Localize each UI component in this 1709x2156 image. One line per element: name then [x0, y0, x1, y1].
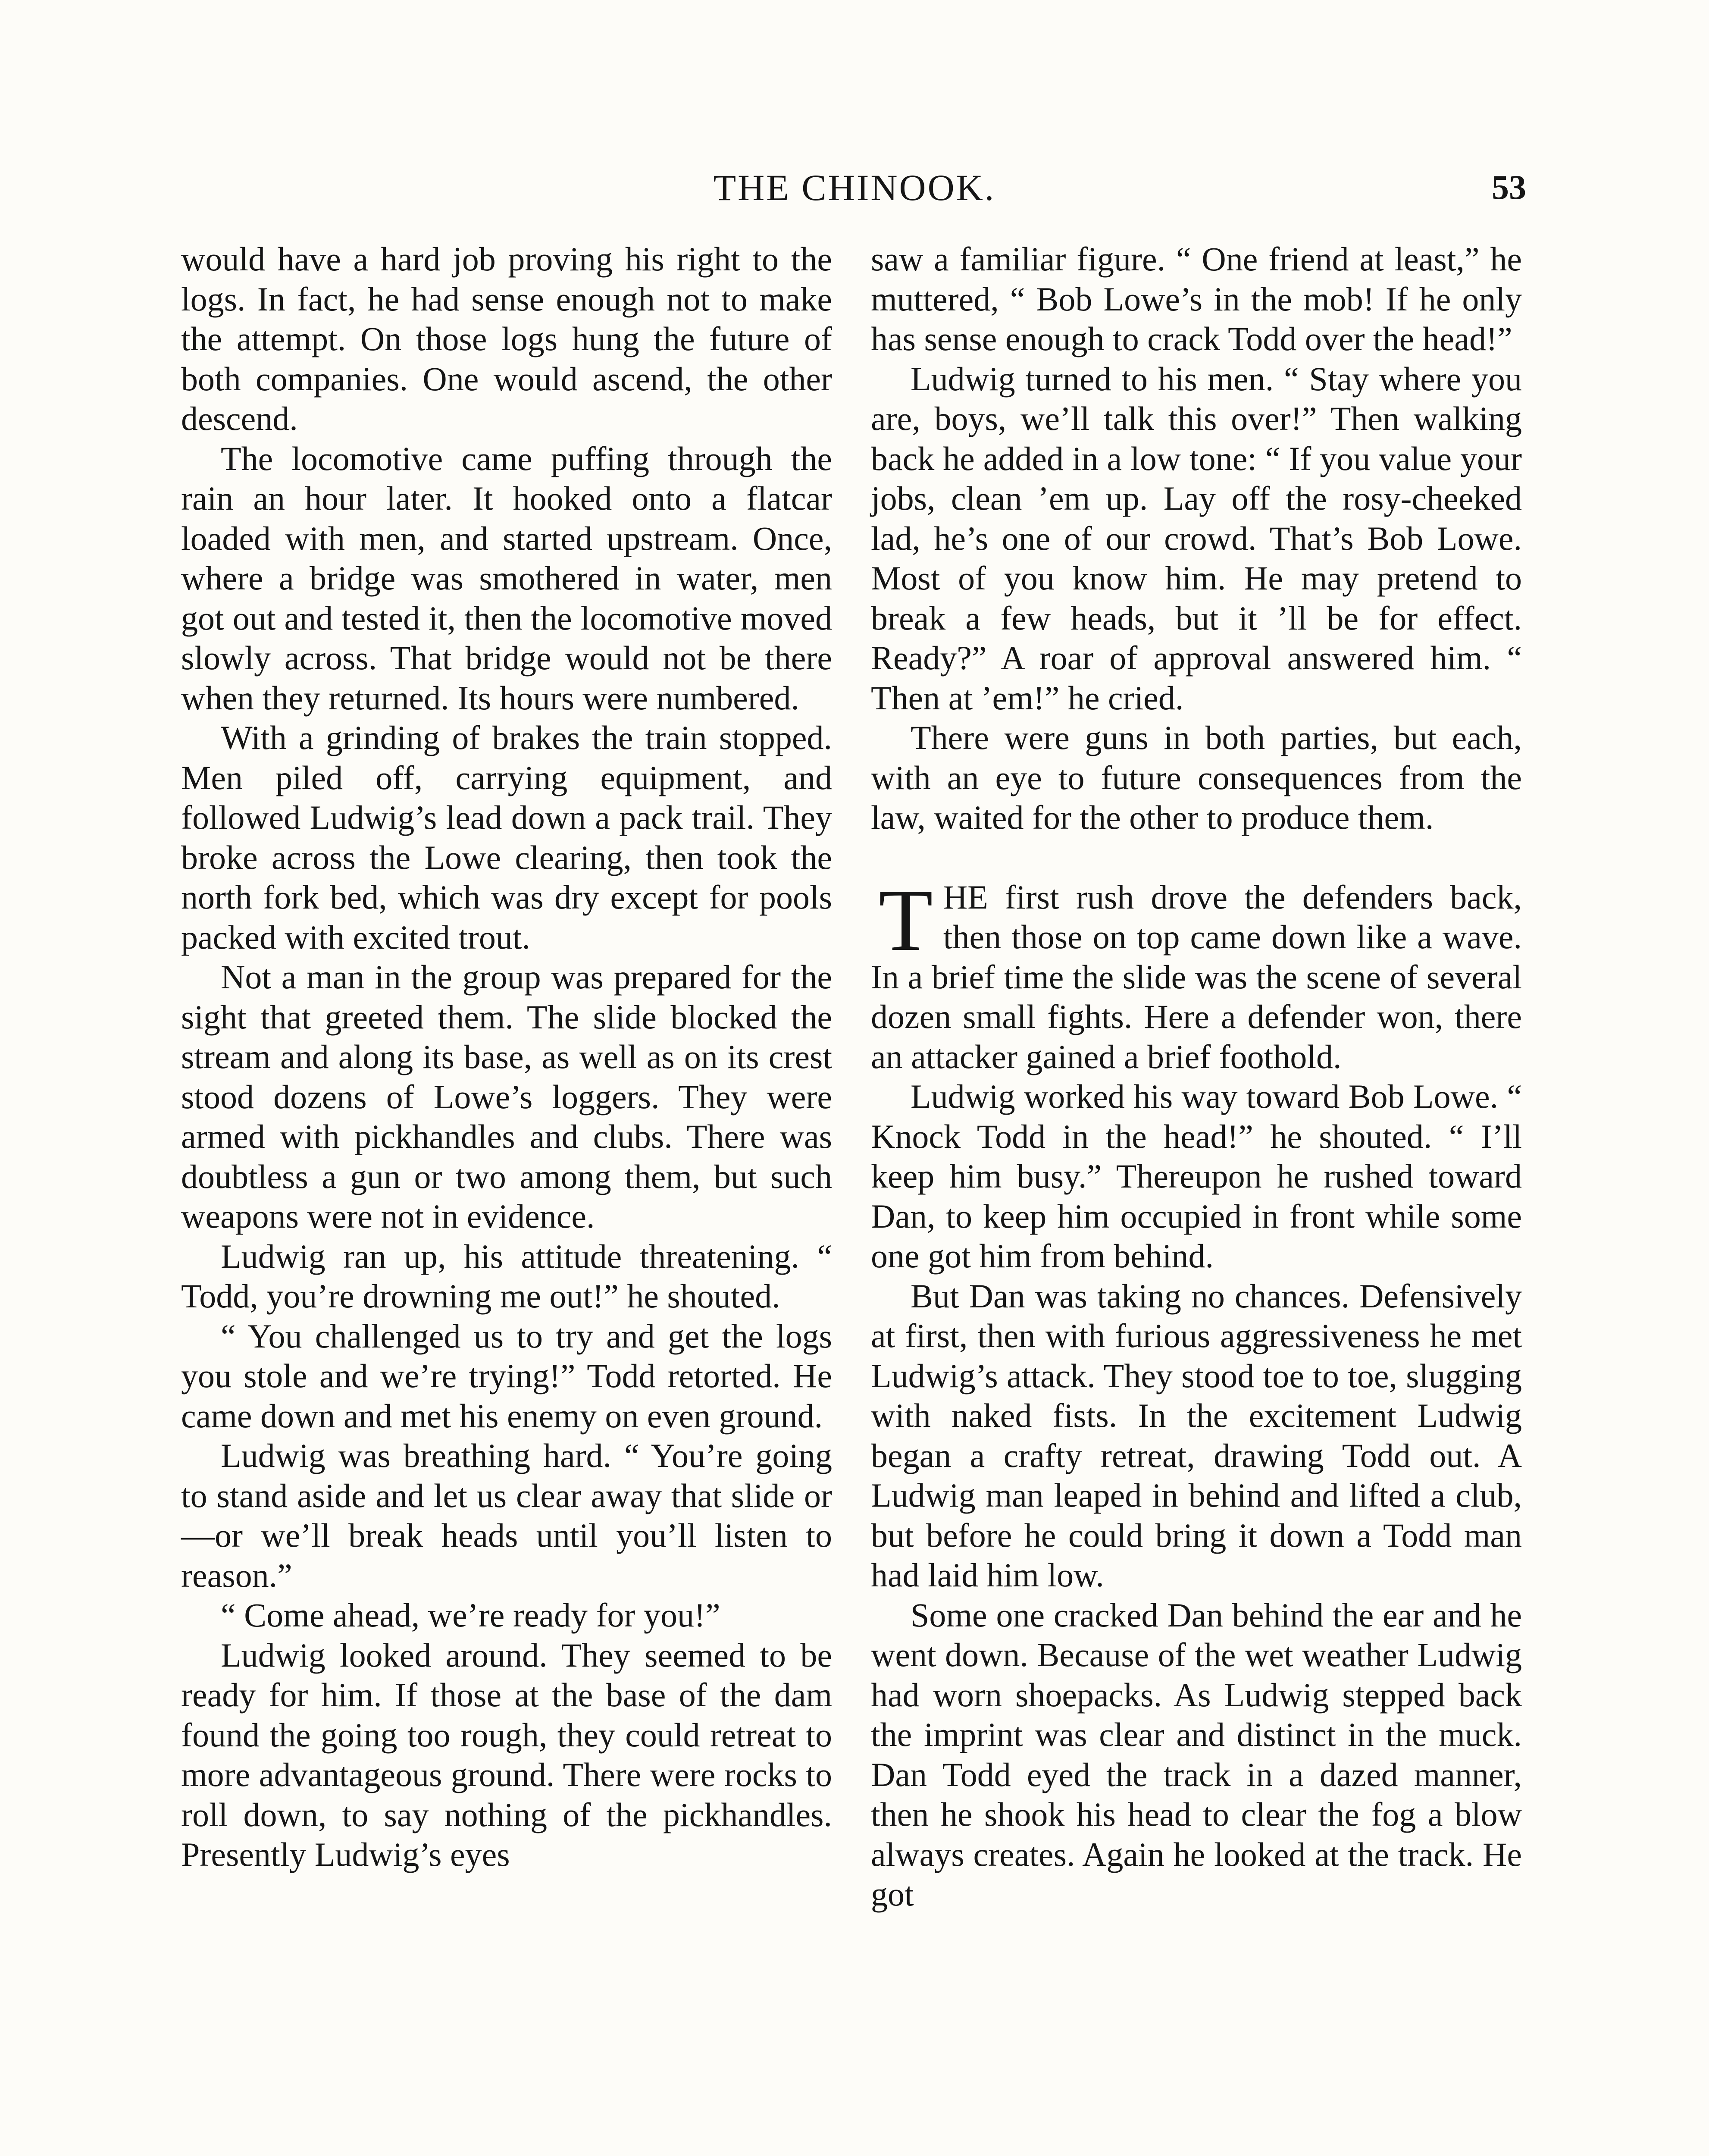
paragraph: With a grinding of brakes the train stopped. Men piled off, carrying equipment, and followed Ludwig’s lead down a pack trail. They broke across the Lowe clearing, then took the north fork bed, which was dry except for pools packed with excited trout.	[181, 719, 832, 956]
running-head	[0, 164, 1709, 211]
paragraph: Ludwig was breathing hard. “ You’re going to stand aside and let us clear away that slide or—or we’ll break heads until you’ll listen to reason.”	[181, 1437, 832, 1594]
paragraph: But Dan was taking no chances. Defensively at first, then with furious aggressiveness he met Ludwig’s attack. They stood toe to toe, slugging with naked fists. In the excitement Ludwig began a crafty retreat, drawing Todd out. A Ludwig man leaped in behind and lifted a club, but before he could bring it down a Todd man had laid him low.	[871, 1277, 1522, 1594]
section-opening-paragraph	[871, 870, 1522, 1077]
paragraph: saw a familiar figure. “ One friend at least,” he muttered, “ Bob Lowe’s in the mob! If he only has sense enough to crack Todd over the head!”	[871, 240, 1522, 357]
right-column	[871, 239, 1522, 1915]
paragraph: Not a man in the group was prepared for the sight that greeted them. The slide blocked the stream and along its base, as well as on its crest stood dozens of Lowe’s loggers. They were armed with pickhandles and clubs. There was doubtless a gun or two among them, but such weapons were not in evidence.	[181, 958, 832, 1235]
paragraph: Ludwig worked his way toward Bob Lowe. “ Knock Todd in the head!” he shouted. “ I’ll keep him busy.” Thereupon he rushed toward Dan, to keep him occupied in front while some one got him from behind.	[871, 1078, 1522, 1275]
paragraph: would have a hard job proving his right to the logs. In fact, he had sense enough not to make the attempt. On those logs hung the future of both companies. One would ascend, the other descend.	[181, 240, 832, 437]
paragraph: Ludwig looked around. They seemed to be ready for him. If those at the base of the dam found the going too rough, they could retreat to more advantageous ground. There were rocks to roll down, to say nothing of the pickhandles. Presently Ludwig’s eyes	[181, 1636, 832, 1873]
paragraph: Ludwig ran up, his attitude threatening. “ Todd, you’re drowning me out!” he shouted.	[181, 1237, 832, 1315]
paragraph: The locomotive came puffing through the rain an hour later. It hooked onto a flatcar loaded with men, and started upstream. Once, where a bridge was smothered in water, men got out and tested it, then the locomotive moved slowly across. That bridge would not be there when they returned. Its hours were numbered.	[181, 439, 832, 717]
paragraph: “ You challenged us to try and get the logs you stole and we’re trying!” Todd retorted. He came down and met his enemy on even ground.	[181, 1317, 832, 1435]
paragraph: There were guns in both parties, but each, with an eye to future consequences from the law, waited for the other to produce them.	[871, 719, 1522, 836]
running-title: THE CHINOOK.	[713, 167, 996, 208]
left-column	[181, 239, 832, 1875]
paragraph: Ludwig turned to his men. “ Stay where you are, boys, we’ll talk this over!” Then walking back he added in a low tone: “ If you value your jobs, clean ’em up. Lay off the rosy-cheeked lad, he’s one of our crowd. That’s Bob Lowe. Most of you know him. He may pretend to break a few heads, but it ’ll be for effect. Ready?” A roar of approval answered him. “ Then at ’em!” he cried.	[871, 360, 1522, 717]
paragraph: “ Come ahead, we’re ready for you!”	[221, 1596, 720, 1634]
paragraph-text: HE first rush drove the defenders back, then those on top came down like a wave. In a brief time the slide was the scene of several dozen small fights. Here a defender won, there an attacker gained a brief foothold.	[871, 878, 1522, 1075]
drop-cap: T	[879, 870, 933, 969]
section-break	[871, 838, 1522, 877]
paragraph: Some one cracked Dan behind the ear and he went down. Because of the wet weather Ludwig had worn shoepacks. As Ludwig stepped back the imprint was clear and distinct in the muck. Dan Todd eyed the track in a dazed manner, then he shook his head to clear the fog a blow always creates. Again he looked at the track. He got	[871, 1596, 1522, 1913]
page-number: 53	[1492, 169, 1526, 207]
